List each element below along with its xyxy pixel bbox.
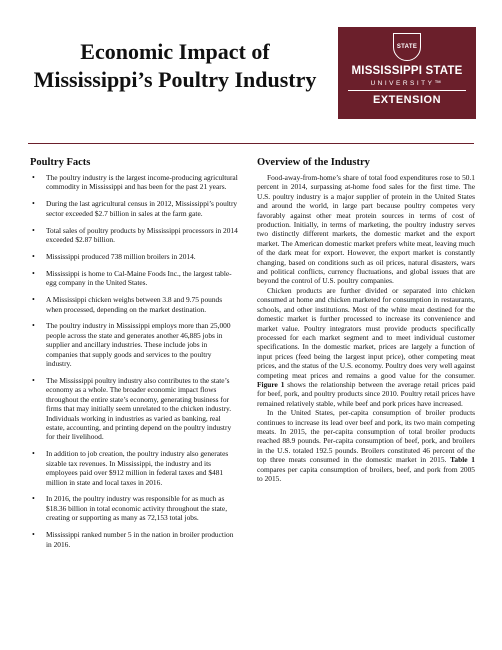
shield-text: STATE xyxy=(396,44,418,50)
paragraph-text: shows the relationship between the average retail prices paid for beef, pork, and poultry products since 2010. Poultry retail prices have remained relatively stable, while beef and pork prices have increased. xyxy=(257,379,475,408)
fact-item: • A Mississippi chicken weighs between 3.8 and 9.75 pounds when processed, depending on the market destination. xyxy=(30,295,238,314)
paragraph-text: Chicken products are further divided or separated into chicken consumed at home and chicken marketed for consumption in restaurants, schools, and other institutions. Most of the white meat destined for the domestic market is further processed to increase its convenience and market value. Poultry integrators must provide products specifically processed for each market segment and to meet individual customer specifications. In the domestic market, prices are largely a function of input prices (feed being the largest input price), other competing meat prices, and the status of the U.S. economy. Poultry does very well against competing meat prices and remains a good value for the consumer. xyxy=(257,285,475,380)
fact-item: • Mississippi ranked number 5 in the nation in broiler production in 2016. xyxy=(30,530,238,549)
fact-item: • In 2016, the poultry industry was responsible for as much as $18.36 billion in total economic activity throughout the state, creating or supporting as many as 72,153 total jobs. xyxy=(30,494,238,522)
poultry-facts-heading: Poultry Facts xyxy=(30,157,91,168)
overview-heading: Overview of the Industry xyxy=(257,157,370,168)
paragraph-text: In the United States, per-capita consumption of broiler products continues to increase its lead over beef and pork, its two main competing meats. In 2015, the per-capita consumption of total broiler products reached 88.9 pounds. Per-capita consumption of beef, pork, and broilers in the U.S. totaled 192.5 pounds. Broilers constituted 46 percent of the top three meats consumed in the domestic market in 2015. xyxy=(257,408,475,465)
figure-1-reference: Figure 1 xyxy=(257,379,285,389)
fact-item: • Mississippi is home to Cal-Maine Foods Inc., the largest table-egg company in the United States. xyxy=(30,269,238,288)
table-1-reference: Table 1 xyxy=(450,455,475,465)
title-line-1: Economic Impact of xyxy=(80,39,270,64)
logo-divider xyxy=(348,90,466,91)
poultry-facts-column xyxy=(30,156,238,557)
overview-column xyxy=(257,156,475,483)
msu-extension-logo xyxy=(338,27,476,119)
fact-item: • Total sales of poultry products by Mississippi processors in 2014 exceeded $2.87 billion. xyxy=(30,226,238,245)
title-line-2: Mississippi’s Poultry Industry xyxy=(33,67,317,92)
fact-item: • The poultry industry is the largest income-producing agricultural commodity in Mississippi and has been for the past 21 years. xyxy=(30,173,238,192)
logo-extension: EXTENSION xyxy=(372,94,442,106)
fact-item: • During the last agricultural census in 2012, Mississippi’s poultry sector exceeded $2.7 billion in sales at the farm gate. xyxy=(30,199,238,218)
overview-paragraph-1: Food-away-from-home’s share of total food expenditures rose to 50.1 percent in 2014, surpassing at-home food sales for the first time. The U.S. poultry industry is a major supplier of protein in the United States and around the world, in large part because poultry competes very favorably against other meat protein sources in terms of cost of production. Initially, in terms of marketing, the poultry industry serves two distinctly different markets, the domestic market and the export market. The American domestic market prefers white meat, leaving much of the dark meat for export. However, the export market is constantly changing, based on conditions such as oil prices, natural disasters, wars and political conflicts, currency fluctuations, and global issues that are beyond the control of U.S. poultry companies. xyxy=(257,173,475,286)
header-divider xyxy=(28,143,474,144)
msu-shield-icon xyxy=(393,33,421,61)
poultry-facts-list xyxy=(30,173,238,549)
overview-paragraph-2 xyxy=(257,286,475,408)
fact-item: • The poultry industry in Mississippi employs more than 25,000 people across the state and generates another 46,885 jobs in supplier and ancillary industries. These include jobs in companies that supply goods and services to the poultry industry. xyxy=(30,321,238,368)
fact-item: • The Mississippi poultry industry also contributes to the state’s economy as a whole. The broader economic impact flows throughout the entire state’s economy, generating business for firms that may initially seem unrelated to the chicken industry. Individuals working in industries as varied as banking, real estate, accounting, and printing depend on the poultry industry for their livelihood. xyxy=(30,376,238,442)
paragraph-text: compares per capita consumption of broilers, beef, and pork from 2005 to 2015. xyxy=(257,464,475,483)
logo-university-name: MISSISSIPPI STATE xyxy=(351,65,463,77)
overview-paragraph-3 xyxy=(257,408,475,483)
fact-item: • In addition to job creation, the poultry industry also generates sizable tax revenues. In Mississippi, the industry and its employees paid over $912 million in federal taxes and $481 million in state and local taxes in 2016. xyxy=(30,449,238,487)
page-title xyxy=(0,38,350,94)
fact-item: • Mississippi produced 738 million broilers in 2014. xyxy=(30,252,238,261)
logo-university-word: UNIVERSITY™ xyxy=(370,80,444,87)
